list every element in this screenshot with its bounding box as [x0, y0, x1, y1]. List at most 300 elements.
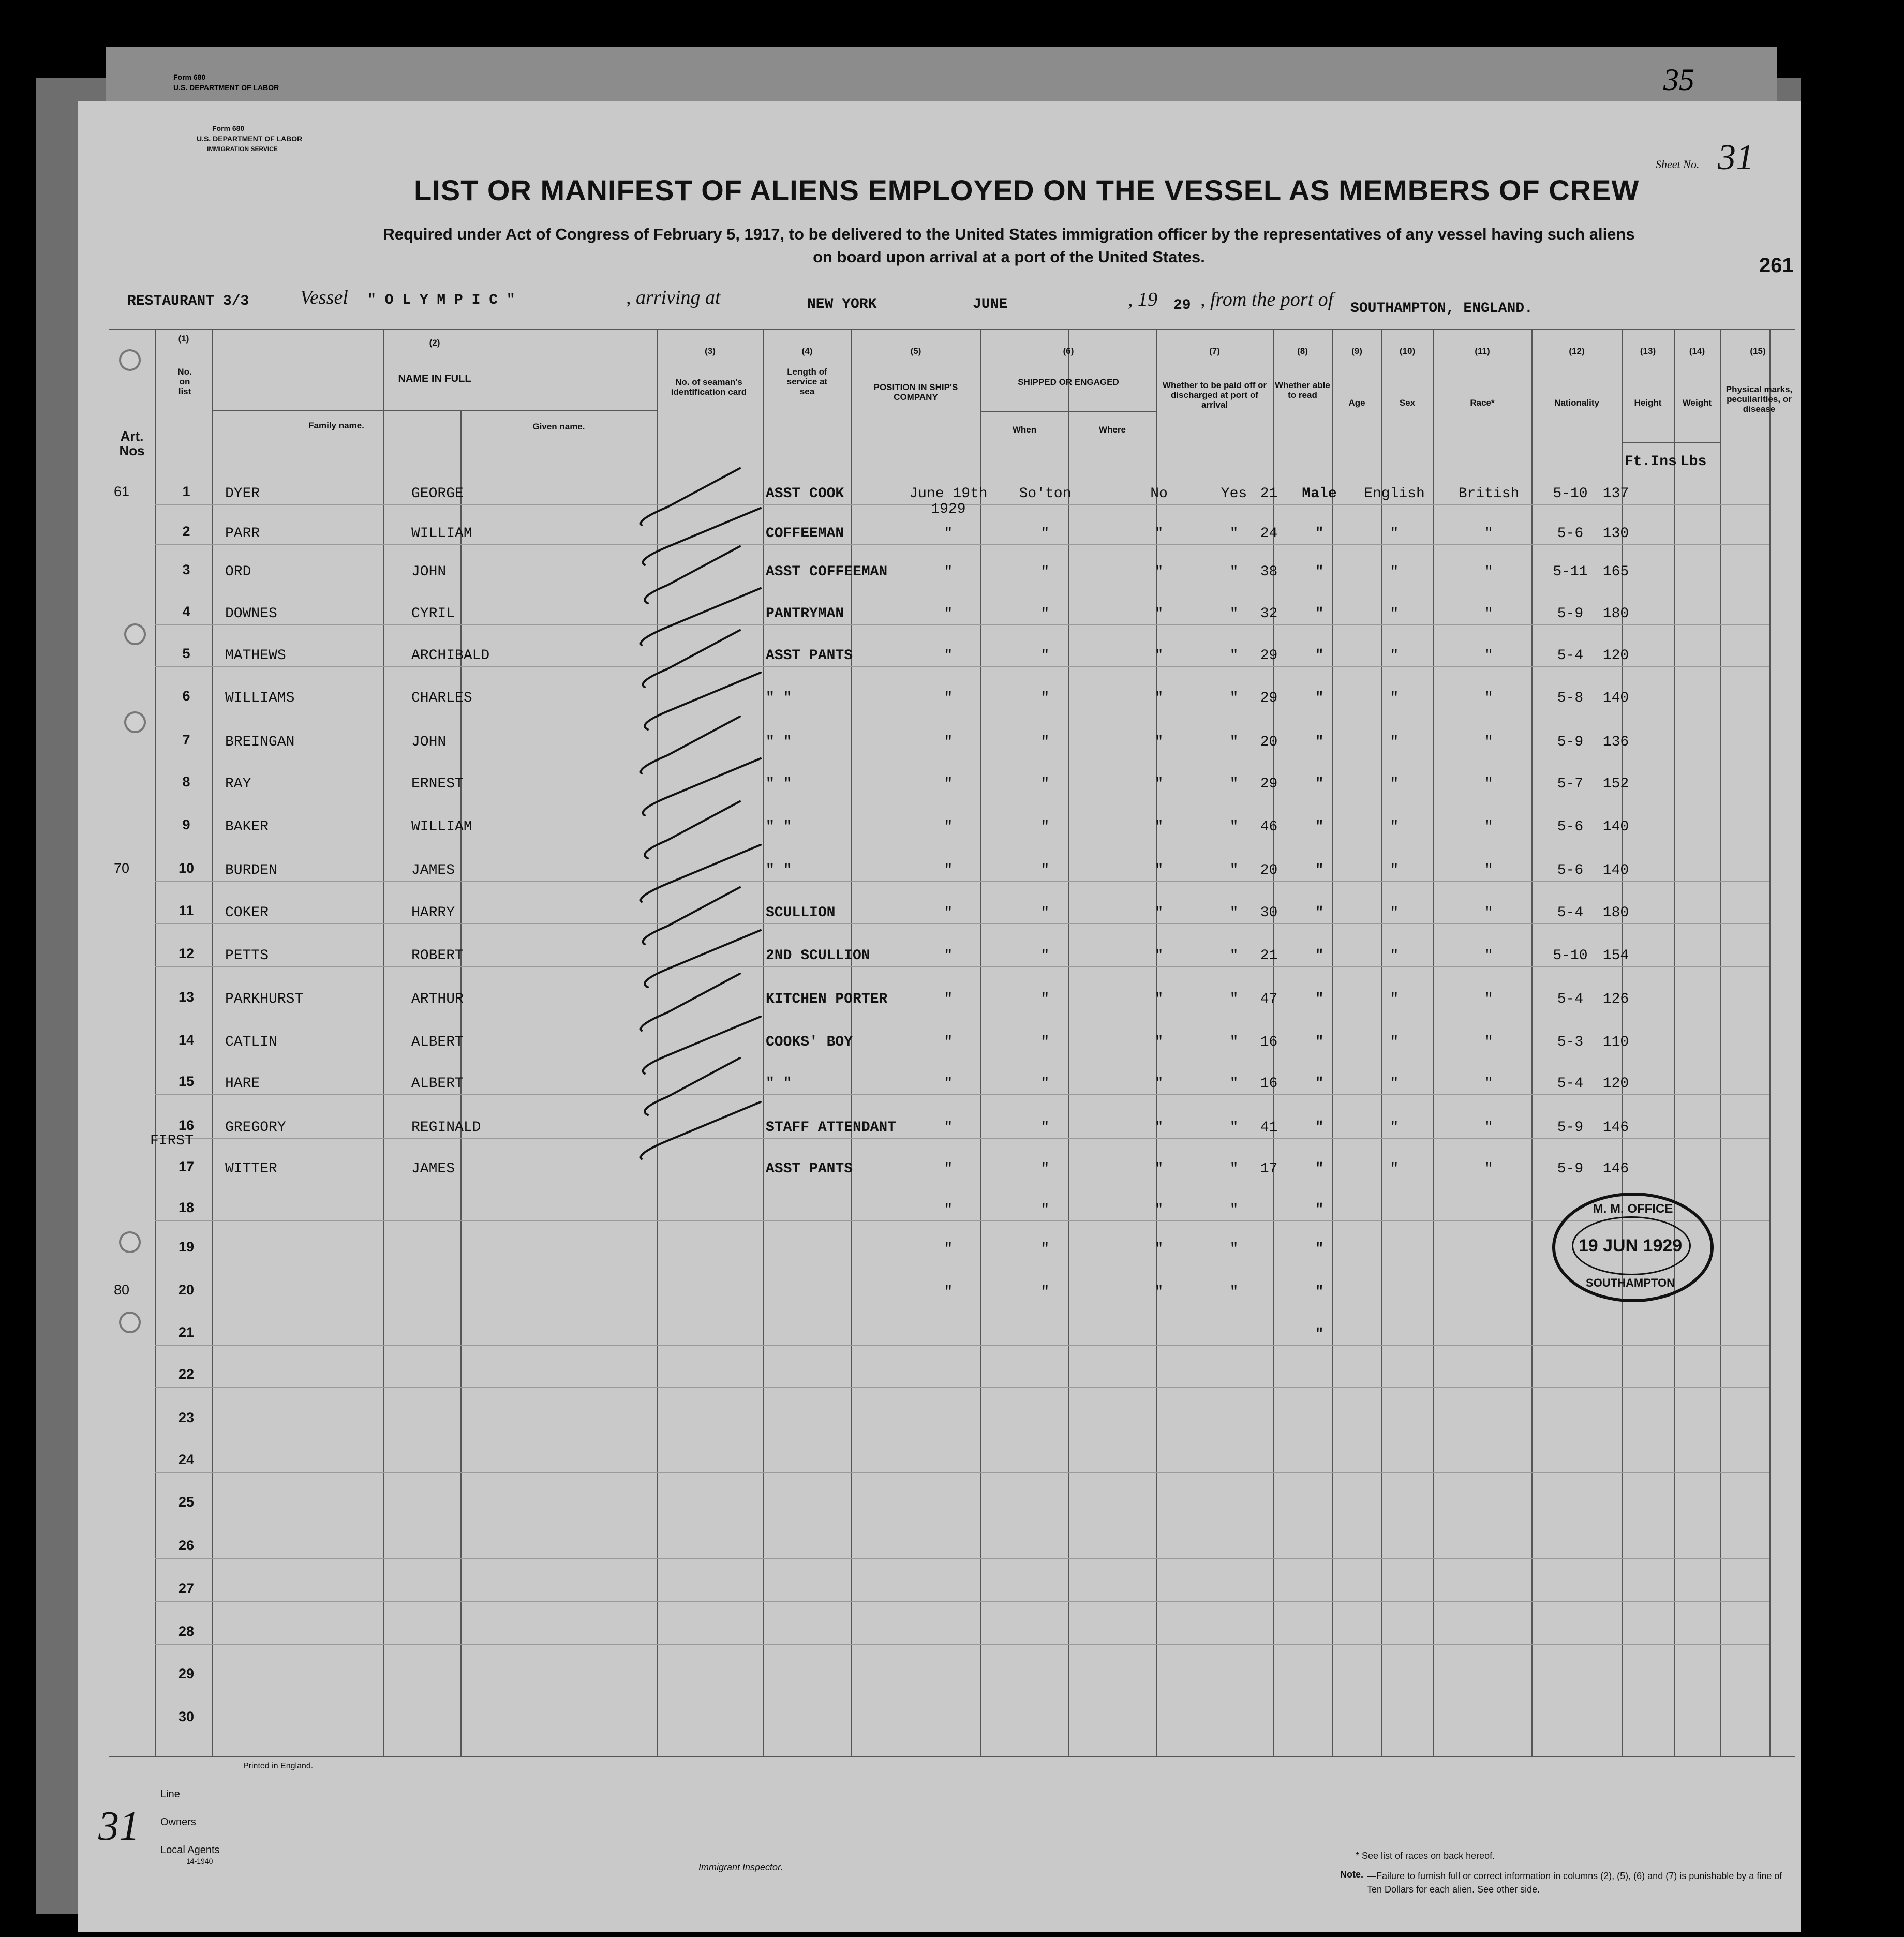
cell-race: "	[1390, 862, 1399, 878]
cell-read: "	[1229, 819, 1239, 835]
office-stamp	[1552, 1193, 1714, 1302]
cell-position: " "	[766, 1076, 792, 1092]
cell-read: "	[1229, 690, 1239, 706]
cell-given: ARTHUR	[411, 991, 464, 1007]
col9-head: Age	[1348, 398, 1365, 408]
cell-when: "	[944, 526, 953, 542]
cell-family: WILLIAMS	[225, 690, 295, 706]
cell-age: 32	[1260, 606, 1278, 622]
stamp-office: M. M. OFFICE	[1593, 1202, 1673, 1216]
cell-family: ORD	[225, 564, 251, 580]
cell-given: ALBERT	[411, 1076, 464, 1092]
cell-weight: 154	[1602, 948, 1629, 964]
cell-race: "	[1390, 1161, 1399, 1177]
art-number: 61	[114, 484, 130, 499]
cell-sex: "	[1315, 948, 1324, 964]
col9-number: (9)	[1351, 346, 1362, 356]
cell-nat: "	[1484, 648, 1493, 664]
cell-nat: "	[1484, 776, 1493, 792]
cell-read: "	[1229, 1202, 1239, 1218]
cell-age: 21	[1260, 486, 1278, 502]
cell-no: 11	[178, 903, 194, 918]
cell-no: 2	[182, 524, 190, 539]
cell-sex: "	[1315, 648, 1324, 664]
punch-hole	[124, 623, 146, 645]
cell-sex: "	[1315, 1327, 1324, 1343]
cell-weight: 152	[1602, 776, 1629, 792]
cell-read: "	[1229, 1120, 1239, 1136]
cell-sex: "	[1315, 526, 1324, 542]
check-stroke	[645, 673, 761, 729]
cell-given: CHARLES	[411, 690, 472, 706]
where-head: Where	[1099, 425, 1126, 435]
table-rule	[155, 1644, 1769, 1645]
table-rule	[383, 329, 384, 1756]
check-stroke	[645, 546, 740, 603]
cell-given: JOHN	[411, 734, 447, 750]
cell-nat: British	[1458, 486, 1520, 502]
cell-height: 5-3	[1557, 1034, 1584, 1050]
cell-read: "	[1229, 1034, 1239, 1050]
cell-position: ASST PANTS	[766, 648, 853, 664]
cell-no: 17	[178, 1159, 195, 1174]
given-name-head: Given name.	[532, 422, 585, 431]
col1-head: No. on list	[177, 367, 192, 396]
col3-number: (3)	[705, 346, 716, 356]
cell-where: "	[1040, 1241, 1050, 1257]
back-form-number: Form 680	[173, 73, 206, 81]
cell-position: KITCHEN PORTER	[766, 991, 888, 1007]
cell-sex: "	[1315, 776, 1324, 792]
cell-given: ERNEST	[411, 776, 464, 792]
cell-race: "	[1390, 776, 1399, 792]
cell-race: "	[1390, 991, 1399, 1007]
cell-nat: "	[1484, 690, 1493, 706]
cell-sex: "	[1315, 819, 1324, 835]
cell-no: 7	[182, 732, 190, 748]
cell-when: "	[944, 1076, 953, 1092]
table-rule	[155, 1094, 1769, 1095]
department: RESTAURANT 3/3	[127, 293, 249, 309]
back-sheet-mark: 35	[1663, 63, 1694, 97]
cell-given: JOHN	[411, 564, 447, 580]
cell-race: "	[1390, 690, 1399, 706]
check-stroke	[641, 717, 740, 773]
cell-height: 5-9	[1557, 606, 1584, 622]
check-stroke	[641, 845, 761, 902]
cell-where: "	[1040, 1202, 1050, 1218]
cell-given: JAMES	[411, 862, 455, 878]
col13-number: (13)	[1640, 346, 1656, 356]
cell-paid: "	[1154, 1120, 1164, 1136]
col14-head: Weight	[1682, 398, 1712, 408]
cell-read: "	[1229, 1076, 1239, 1092]
cell-weight: 165	[1602, 564, 1629, 580]
cell-sex: "	[1315, 690, 1324, 706]
cell-position: " "	[766, 776, 792, 792]
line-label: Line	[160, 1789, 180, 1800]
cell-family: DOWNES	[225, 606, 277, 622]
stamp-date: 19 JUN 1929	[1578, 1236, 1683, 1256]
cell-paid: "	[1154, 526, 1164, 542]
cell-no: 18	[178, 1200, 195, 1215]
cell-where: "	[1040, 564, 1050, 580]
cell-when: "	[944, 1284, 953, 1300]
cell-when: "	[944, 648, 953, 664]
cell-race: "	[1390, 819, 1399, 835]
sheet-no-label: Sheet No.	[1656, 158, 1700, 171]
cell-height: 5-9	[1557, 1120, 1584, 1136]
year-prefix: , 19	[1128, 289, 1157, 310]
col10-number: (10)	[1399, 346, 1416, 356]
cell-when-year: 1929	[931, 501, 966, 517]
cell-position: COFFEEMAN	[766, 526, 844, 542]
sheet-no: 31	[1718, 138, 1754, 177]
arriving-label: , arriving at	[626, 287, 721, 308]
col4-head: Length of service at sea	[786, 367, 828, 396]
cell-when: "	[944, 905, 953, 921]
cell-family: RAY	[225, 776, 251, 792]
cell-height: 5-10	[1553, 486, 1588, 502]
cell-paid: "	[1154, 648, 1164, 664]
cell-when: "	[944, 1241, 953, 1257]
col2-head: NAME IN FULL	[398, 373, 471, 384]
cell-weight: 146	[1602, 1161, 1629, 1177]
cell-position: 2ND SCULLION	[766, 948, 870, 964]
cell-family: BAKER	[225, 819, 269, 835]
cell-read: "	[1229, 606, 1239, 622]
cell-when: "	[944, 690, 953, 706]
cell-where: "	[1040, 776, 1050, 792]
cell-sex: "	[1315, 1120, 1324, 1136]
check-marks	[621, 432, 843, 1312]
col10-head: Sex	[1399, 398, 1416, 408]
cell-given: JAMES	[411, 1161, 455, 1177]
cell-age: 20	[1260, 734, 1278, 750]
cell-position: " "	[766, 819, 792, 835]
cell-race: "	[1390, 1120, 1399, 1136]
cell-height: 5-4	[1557, 991, 1584, 1007]
cell-race: "	[1390, 526, 1399, 542]
cell-family: DYER	[225, 486, 260, 502]
cell-where: So'ton	[1019, 486, 1072, 502]
from-label: , from the port of	[1200, 289, 1334, 310]
table-rule	[109, 329, 1795, 330]
cell-no: 10	[178, 860, 195, 876]
table-rule	[155, 1138, 1769, 1139]
cell-read: "	[1229, 1241, 1239, 1257]
table-rule	[155, 923, 1769, 924]
cell-where: "	[1040, 734, 1050, 750]
inspector-label: Immigrant Inspector.	[698, 1862, 783, 1872]
cell-read: "	[1229, 1161, 1239, 1177]
cell-read: "	[1229, 948, 1239, 964]
punch-hole	[124, 711, 146, 733]
cell-weight: 146	[1602, 1120, 1629, 1136]
cell-sex: "	[1315, 1161, 1324, 1177]
cell-where: "	[1040, 1034, 1050, 1050]
form-code: 14-1940	[186, 1857, 213, 1865]
cell-age: 46	[1260, 819, 1278, 835]
cell-position: ASST COFFEEMAN	[766, 564, 888, 580]
penalty-note: —Failure to furnish full or correct information in columns (2), (5), (6) and (7) is punishable by a fine of Ten Dollars for each alien. See other side.	[1367, 1871, 1782, 1895]
table-rule	[155, 666, 1769, 667]
col2-number: (2)	[429, 338, 440, 348]
cell-no: 13	[178, 989, 195, 1005]
cell-no: 16	[178, 1118, 195, 1133]
table-rule	[1720, 329, 1721, 1756]
cell-nat: "	[1484, 564, 1493, 580]
cell-paid: "	[1154, 1284, 1164, 1300]
cell-height: 5-7	[1557, 776, 1584, 792]
cell-family: MATHEWS	[225, 648, 286, 664]
cell-paid: "	[1154, 734, 1164, 750]
cell-given: WILLIAM	[411, 526, 472, 542]
cell-no: 26	[178, 1538, 195, 1553]
cell-sex: "	[1315, 1202, 1324, 1218]
art-number: 80	[114, 1282, 130, 1298]
cell-nat: "	[1484, 862, 1493, 878]
cell-when: "	[944, 819, 953, 835]
check-stroke	[643, 758, 761, 815]
printed-note: Printed in England.	[243, 1762, 314, 1770]
height-units: Ft.Ins	[1625, 454, 1677, 470]
cell-no: 25	[178, 1494, 195, 1510]
cell-nat: "	[1484, 606, 1493, 622]
table-rule	[1622, 442, 1720, 443]
cell-no: 30	[178, 1709, 195, 1724]
cell-age: 16	[1260, 1076, 1278, 1092]
owners-label: Owners	[160, 1816, 196, 1828]
cell-no: 3	[182, 562, 190, 577]
cell-no: 24	[178, 1452, 195, 1467]
col7-head: Whether to be paid off or discharged at port of arrival	[1162, 380, 1267, 410]
manifest-title: LIST OR MANIFEST OF ALIENS EMPLOYED ON THE VESSEL AS MEMBERS OF CREW	[414, 174, 1640, 206]
col12-number: (12)	[1569, 346, 1585, 356]
race-footnote: * See list of races on back hereof.	[1356, 1851, 1495, 1861]
cell-age: 30	[1260, 905, 1278, 921]
cell-weight: 140	[1602, 690, 1629, 706]
col13-head: Height	[1634, 398, 1662, 408]
cell-family: CATLIN	[225, 1034, 277, 1050]
col6-number: (6)	[1063, 346, 1074, 356]
cell-where: "	[1040, 526, 1050, 542]
cell-position: " "	[766, 862, 792, 878]
table-rule	[155, 1472, 1769, 1473]
cell-age: 16	[1260, 1034, 1278, 1050]
note-label: Note.	[1340, 1869, 1363, 1880]
cell-when: June 19th	[909, 486, 988, 502]
handwritten-sheet-number: 31	[98, 1804, 140, 1849]
cell-age: 21	[1260, 948, 1278, 964]
col5-number: (5)	[910, 346, 921, 356]
cell-weight: 136	[1602, 734, 1629, 750]
cell-nat: "	[1484, 1076, 1493, 1092]
cell-nat: "	[1484, 526, 1493, 542]
cell-paid: "	[1154, 948, 1164, 964]
cell-no: 28	[178, 1623, 195, 1639]
check-stroke	[645, 801, 740, 858]
cell-given: CYRIL	[411, 606, 455, 622]
cell-sex: "	[1315, 564, 1324, 580]
cell-weight: 120	[1602, 648, 1629, 664]
cell-position: " "	[766, 690, 792, 706]
manifest-sheet	[78, 101, 1801, 1932]
cell-paid: "	[1154, 776, 1164, 792]
cell-paid: "	[1154, 1241, 1164, 1257]
cell-age: 29	[1260, 690, 1278, 706]
cell-paid: "	[1154, 991, 1164, 1007]
cell-read: "	[1229, 862, 1239, 878]
cell-no: 5	[182, 646, 190, 661]
cell-where: "	[1040, 606, 1050, 622]
cell-paid: "	[1154, 1034, 1164, 1050]
manifest-subtitle-2: on board upon arrival at a port of the United States.	[813, 248, 1205, 266]
cell-no: 1	[182, 484, 190, 499]
cell-age: 17	[1260, 1161, 1278, 1177]
col14-number: (14)	[1689, 346, 1705, 356]
cell-family: COKER	[225, 905, 269, 921]
cell-age: 47	[1260, 991, 1278, 1007]
cell-nat: "	[1484, 948, 1493, 964]
cell-race: "	[1390, 734, 1399, 750]
cell-nat: "	[1484, 734, 1493, 750]
cell-weight: 137	[1602, 486, 1629, 502]
service-label: IMMIGRATION SERVICE	[207, 145, 278, 153]
col5-head: POSITION IN SHIP'S COMPANY	[873, 382, 958, 402]
cell-read: Yes	[1221, 486, 1247, 502]
table-rule	[109, 1756, 1795, 1757]
department-label: U.S. DEPARTMENT OF LABOR	[197, 135, 303, 143]
cell-race: "	[1390, 905, 1399, 921]
cell-when: "	[944, 776, 953, 792]
cell-paid: "	[1154, 905, 1164, 921]
check-stroke	[641, 974, 740, 1031]
cell-height: 5-4	[1557, 648, 1584, 664]
cell-no: 4	[182, 604, 190, 619]
check-stroke	[643, 887, 740, 944]
cell-sex: "	[1315, 862, 1324, 878]
cell-when: "	[944, 734, 953, 750]
cell-given: HARRY	[411, 905, 455, 921]
cell-paid: "	[1154, 819, 1164, 835]
cell-position: ASST COOK	[766, 486, 844, 502]
cell-height: 5-6	[1557, 862, 1584, 878]
cell-no: 12	[178, 946, 195, 961]
cell-sex: Male	[1302, 486, 1337, 502]
table-rule	[155, 966, 1769, 967]
cell-read: "	[1229, 648, 1239, 664]
cell-nat: "	[1484, 991, 1493, 1007]
cell-race: "	[1390, 648, 1399, 664]
cell-sex: "	[1315, 734, 1324, 750]
cell-sex: "	[1315, 905, 1324, 921]
cell-no: 27	[178, 1581, 195, 1596]
table-rule	[155, 881, 1769, 882]
cell-paid: "	[1154, 1076, 1164, 1092]
cell-when: "	[944, 1120, 953, 1136]
col8-head: Whether able to read	[1275, 380, 1330, 400]
table-rule	[1674, 329, 1675, 1756]
cell-age: 20	[1260, 862, 1278, 878]
cell-no: 6	[182, 688, 190, 704]
cell-sex: "	[1315, 1076, 1324, 1092]
cell-race: "	[1390, 606, 1399, 622]
cell-family: PARKHURST	[225, 991, 304, 1007]
table-rule	[155, 624, 1769, 625]
cell-sex: "	[1315, 1284, 1324, 1300]
cell-no: 8	[182, 774, 190, 789]
vessel-label: Vessel	[300, 287, 348, 308]
cell-paid: "	[1154, 606, 1164, 622]
col1-number: (1)	[178, 334, 189, 344]
cell-race: "	[1390, 1034, 1399, 1050]
cell-read: "	[1229, 776, 1239, 792]
cell-given: REGINALD	[411, 1120, 481, 1136]
col8-number: (8)	[1297, 346, 1308, 356]
agents-label: Local Agents	[160, 1844, 220, 1856]
cell-when: "	[944, 564, 953, 580]
cell-sex: "	[1315, 991, 1324, 1007]
cell-height: 5-10	[1553, 948, 1588, 964]
cell-given: ALBERT	[411, 1034, 464, 1050]
cell-age: 29	[1260, 648, 1278, 664]
cell-when: "	[944, 862, 953, 878]
stamp-city: SOUTHAMPTON	[1586, 1276, 1675, 1289]
cell-position: ASST PANTS	[766, 1161, 853, 1177]
cell-given: ROBERT	[411, 948, 464, 964]
cell-position: PANTRYMAN	[766, 606, 844, 622]
cell-family: BREINGAN	[225, 734, 295, 750]
back-form-dept: U.S. DEPARTMENT OF LABOR	[173, 83, 279, 92]
cell-no: 29	[178, 1666, 195, 1681]
cell-where: "	[1040, 991, 1050, 1007]
cell-read: "	[1229, 564, 1239, 580]
cell-weight: 126	[1602, 991, 1629, 1007]
table-rule	[155, 1220, 1769, 1221]
cell-family: PETTS	[225, 948, 269, 964]
cell-paid: "	[1154, 564, 1164, 580]
cell-when: "	[944, 606, 953, 622]
cell-nat: "	[1484, 1120, 1493, 1136]
cell-given: GEORGE	[411, 486, 464, 502]
cell-weight: 180	[1602, 905, 1629, 921]
cell-read: "	[1229, 1284, 1239, 1300]
cell-position: COOKS' BOY	[766, 1034, 853, 1050]
table-rule	[155, 329, 156, 1756]
col11-head: Race*	[1470, 398, 1495, 408]
cell-weight: 180	[1602, 606, 1629, 622]
col15-number: (15)	[1750, 346, 1766, 356]
cell-when: "	[944, 948, 953, 964]
cell-no: 21	[178, 1324, 195, 1340]
table-rule	[155, 1345, 1769, 1346]
cell-paid: "	[1154, 862, 1164, 878]
cell-family: HARE	[225, 1076, 260, 1092]
cell-no: 9	[182, 817, 190, 832]
col6-head: SHIPPED OR ENGAGED	[1018, 377, 1119, 387]
table-rule	[155, 1558, 1769, 1559]
cell-paid: "	[1154, 690, 1164, 706]
cell-race: "	[1390, 564, 1399, 580]
check-stroke	[641, 588, 761, 645]
art-nos-label: Art. Nos	[119, 428, 145, 458]
col11-number: (11)	[1475, 346, 1490, 356]
cell-position: STAFF ATTENDANT	[766, 1120, 897, 1136]
cell-family: PARR	[225, 526, 260, 542]
cell-no: 15	[178, 1074, 195, 1089]
cell-no: 20	[178, 1282, 195, 1298]
